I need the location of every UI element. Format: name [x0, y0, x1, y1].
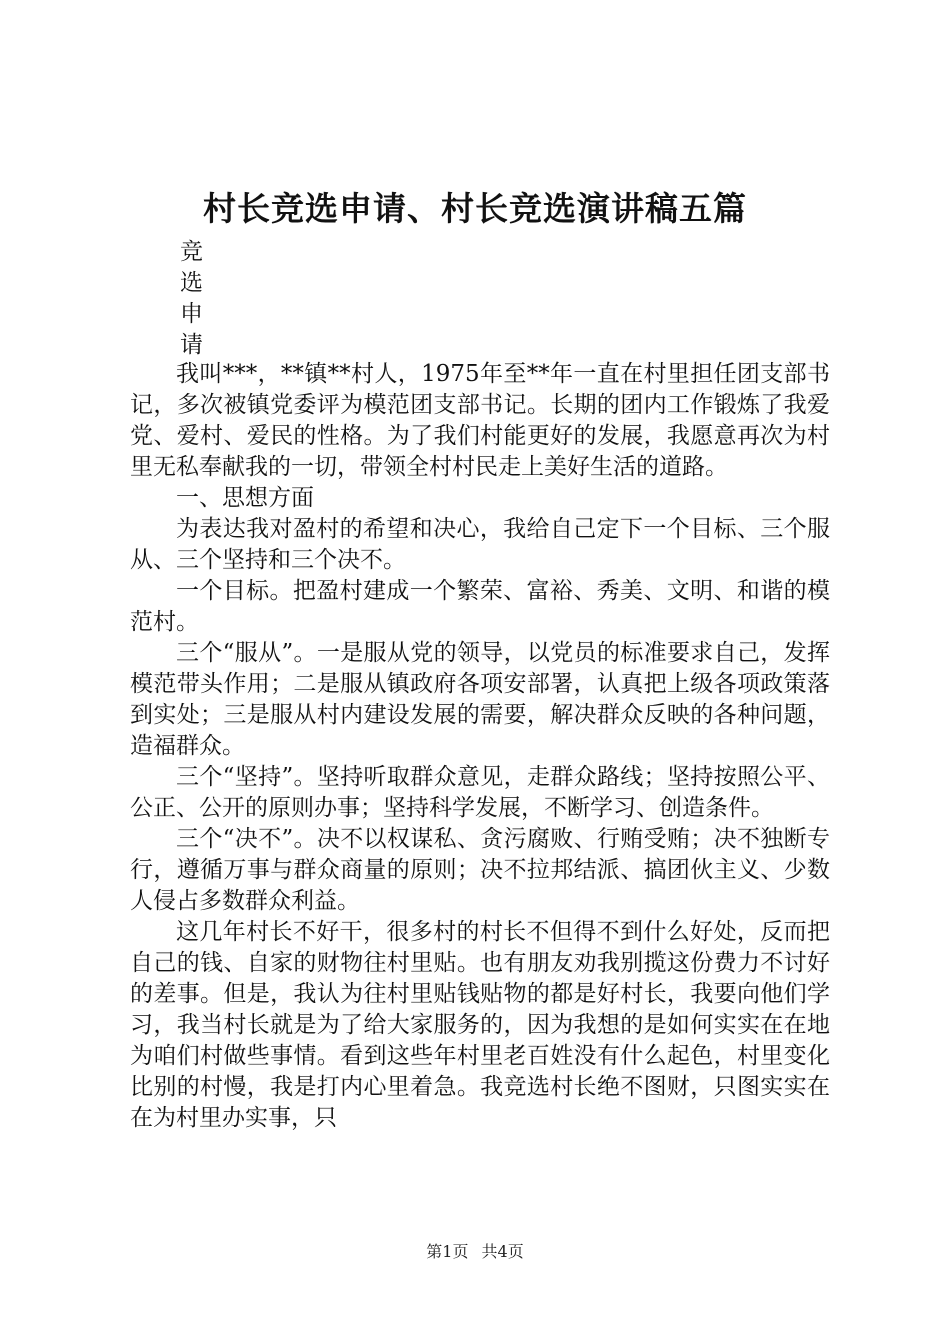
section-heading-vertical	[180, 237, 210, 361]
document-body	[130, 359, 830, 1134]
page-footer	[0, 1240, 950, 1264]
section-heading-char: 申	[180, 301, 203, 327]
paragraph-heading-thought: 一、思想方面	[176, 485, 314, 511]
paragraph-three-never: 三个“决不”。决不以权谋私、贪污腐败、行贿受贿；决不独断专行，遵循万事与群众商量的原则；决不拉邦结派、搞团伙主义、少数人侵占多数群众利益。	[130, 826, 830, 914]
page-number: 第1页	[426, 1242, 469, 1261]
paragraph-village-head: 这几年村长不好干，很多村的村长不但得不到什么好处，反而把自己的钱、自家的财物往村里贴。也有朋友劝我别揽这份费力不讨好的差事。但是，我认为往村里贴钱贴物的都是好村长，我要向他们学习，我当村长就是为了给大家服务的，因为我想的是如何实实在在地为咱们村做些事情。看到这些年村里老百姓没有什么起色，村里变化比别的村慢，我是打内心里着急。我竞选村长绝不图财，只图实实在在为村里办实事，只	[130, 919, 830, 1131]
paragraph-one-goal: 一个目标。把盈村建成一个繁荣、富裕、秀美、文明、和谐的模范村。	[130, 578, 830, 635]
section-heading-char: 请	[180, 332, 203, 358]
paragraph-intro: 我叫***，**镇**村人，1975年至**年一直在村里担任团支部书记，多次被镇党委评为模范团支部书记。长期的团内工作锻炼了我爱党、爱村、爱民的性格。为了我们村能更好的发展，我愿意再次为村里无私奉献我的一切，带领全村村民走上美好生活的道路。	[130, 361, 830, 480]
document-title: 村长竞选申请、村长竞选演讲稿五篇	[203, 189, 747, 228]
page-total: 共4页	[481, 1242, 524, 1261]
paragraph-three-obey: 三个“服从”。一是服从党的领导，以党员的标准要求自己，发挥模范带头作用；二是服从镇政府各项安部署，认真把上级各项政策落到实处；三是服从村内建设发展的需要，解决群众反映的各种问题，造福群众。	[130, 640, 830, 759]
section-heading-char: 竞	[180, 239, 203, 265]
paragraph-three-persist: 三个“坚持”。坚持听取群众意见，走群众路线；坚持按照公平、公正、公开的原则办事；坚持科学发展，不断学习、创造条件。	[130, 764, 830, 821]
paragraph-resolve: 为表达我对盈村的希望和决心，我给自己定下一个目标、三个服从、三个坚持和三个决不。	[130, 516, 830, 573]
section-heading-char: 选	[180, 270, 203, 296]
